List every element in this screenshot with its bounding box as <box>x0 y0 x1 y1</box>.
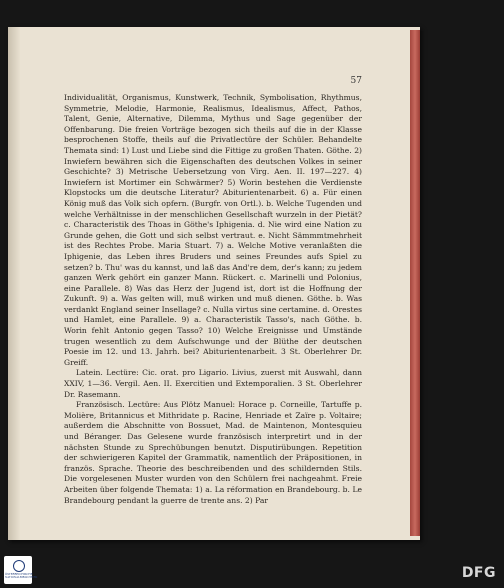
library-logo-text: ÖSTERREICHISCHE NATIONALBIBLIOTHEK <box>5 573 38 579</box>
library-logo <box>4 556 38 584</box>
book-page <box>8 27 420 540</box>
paragraph-latein: Latein. Lectüre: Cic. orat. pro Ligario. Livius, zuerst mit Auswahl, dann XXIV, 1—36. Vergil. Aen. II. Exercitien und Extemporalien. 3 St. Oberlehrer Dr. Rasemann. <box>64 368 362 399</box>
paragraph-franzoesisch: Französisch. Lectüre: Aus Plötz Manuel: Horace p. Corneille, Tartuffe p. Molière, Britannicus et Mithridate p. Racine, Henriade et Zaïre p. Voltaire; außerdem die Abschnitte von Bossuet, Mad. de Maintenon, Montesquieu und Béranger. Das Gelesene wurde französisch interpretirt und in der nächsten Stunde zu Sprechübungen benutzt. Disputirübungen. Repetition der schwierigeren Kapitel der Grammatik, namentlich der Präpositionen, in französ. Sprache. Theorie des beschreibenden und des schildernden Stils. Die vorgelesenen Muster wurden von den Schülern frei nachgeahmt. Freie Arbeiten über folgende Themata: 1) a. La réformation en Brandebourg. b. Le Brandebourg pendant la guerre de trente ans. 2) Par <box>64 400 362 505</box>
page-gutter <box>8 27 20 540</box>
library-logo-icon <box>13 560 25 572</box>
page-number: 57 <box>350 76 362 86</box>
dfg-logo: DFG <box>461 565 496 581</box>
paragraph-deutsch: Individualität, Organismus, Kunstwerk, Technik, Symbolisation, Rhythmus, Symmetrie, Melodie, Harmonie, Realismus, Idealismus, Affect, Pathos, Talent, Genie, Alternative, Dilemma, Mythus und Sage gegenüber der Offenbarung. Die freien Vorträge bezogen sich theils auf die in der Klasse besprochenen Stoffe, theils auf die Privatlectüre der Schüler. Behandelte Themata sind: 1) Lust und Liebe sind die Fittige zu großen Thaten. Göthe. 2) Inwiefern bewähren sich die Eigenschaften des deutschen Volkes in seiner Geschichte? 3) Metrische Uebersetzung von Virg. Aen. II. 197—227. 4) Inwiefern ist Mortimer ein Schwärmer? 5) Worin bestehen die Verdienste Klopstocks um die deutsche Literatur? Abiturientenarbeit. 6) a. Für einen König muß das Volk sich opfern. (Burgfr. von Ortl.). b. Welche Tugenden und welche Verhältnisse in der menschlichen Gesellschaft wurzeln in der Pietät? c. Characteristik des Thoas in Göthe's Iphigenia. d. Nie wird eine Nation zu Grunde gehen, die Gott und sich selbst vertraut. e. Nicht Sämmmtmehrheit ist des Rechtes Probe. Maria Stuart. 7) a. Welche Motive veranlaßten die Iphigenie, das Leben ihres Bruders und seines Freundes aufs Spiel zu setzen? b. Thu' was du kannst, und laß das And're dem, der's kann; zu jedem ganzen Werk gehört ein ganzer Mann. Rückert. c. Marinelli und Polonius, eine Parallele. 8) Was das Herz der Jugend ist, dort ist die Hoffnung der Zukunft. 9) a. Was gelten will, muß wirken und muß dienen. Göthe. b. Was verdankt England seiner Insellage? c. Nulla virtus sine certamine. d. Orestes und Hamlet, eine Parallele. 9) a. Characteristik Tasso's, nach Göthe. b. Worin fehlt Antonio gegen Tasso? 10) Welche Ereignisse und Umstände trugen wesentlich zu dem Aufschwunge und der Blüthe der deutschen Poesie im 12. und 13. Jahrh. bei? Abiturientenarbeit. 3 St. Oberlehrer Dr. Greiff. <box>64 93 362 367</box>
red-page-edge <box>410 30 420 536</box>
page-text <box>64 93 362 506</box>
